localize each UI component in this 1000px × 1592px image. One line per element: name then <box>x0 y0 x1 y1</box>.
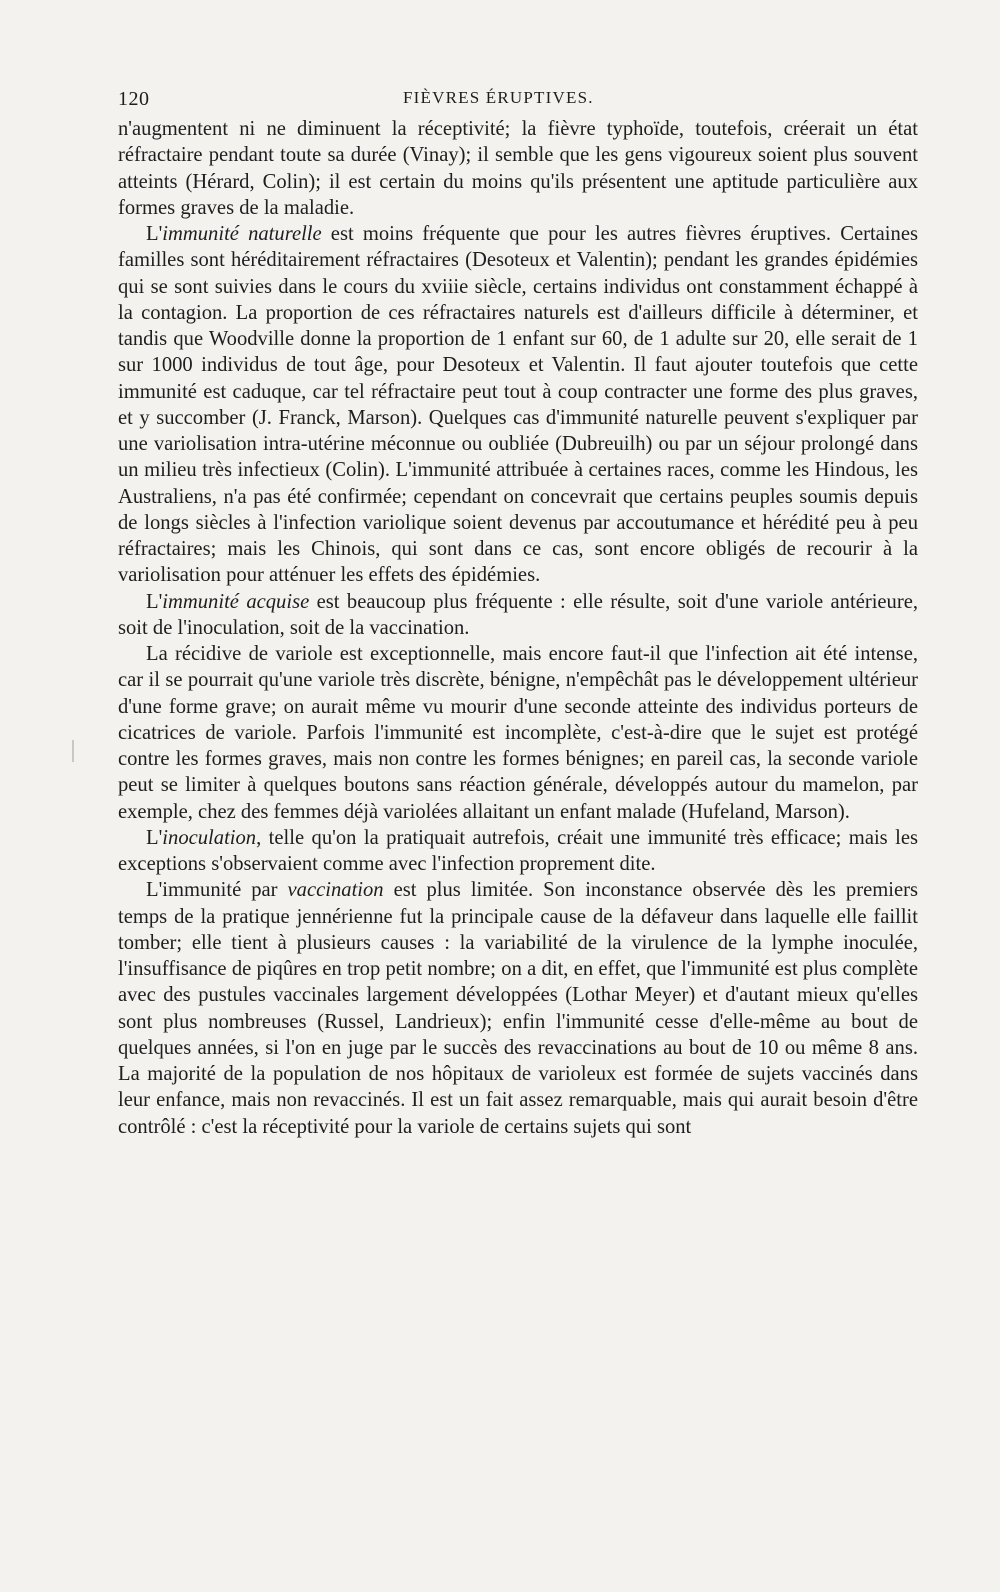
paragraph-5 <box>118 825 918 878</box>
running-title: FIÈVRES ÉRUPTIVES. <box>403 88 594 107</box>
paragraph-6-lead-prefix: L'immunité par <box>146 879 288 902</box>
paragraph-2-lead-italic: immunité naturelle <box>162 223 322 245</box>
paragraph-4-text: La récidive de variole est exceptionnelle, mais encore faut-il que l'infection ait été intense, car il se pourrait qu'une variole très discrète, bénigne, n'empêchât pas le développement ultérieur d'une forme grave; on aurait même vu mourir d'une seconde atteinte des individus porteurs de cicatrices de variole. Parfois l'immunité est incomplète, c'est-à-dire que le sujet est protégé contre les formes graves, mais non contre les formes bénignes; en pareil cas, la seconde variole peut se limiter à quelques boutons sans réaction générale, développés autour du mamelon, par exemple, chez des femmes déjà variolées allaitant un enfant malade (Hufeland, Marson). <box>118 643 918 823</box>
page-header <box>118 88 913 118</box>
paragraph-2-lead-prefix: L' <box>146 223 163 245</box>
paragraph-2 <box>118 221 918 589</box>
paragraph-4 <box>118 641 918 825</box>
body-text <box>118 116 918 1140</box>
page-number: 120 <box>118 88 150 110</box>
paragraph-5-text: , telle qu'on la pratiquait autrefois, créait une immunité très efficace; mais les exceptions s'observaient comme avec l'infection proprement dite. <box>118 826 918 875</box>
paragraph-3-lead-prefix: L' <box>146 590 163 613</box>
paragraph-3-lead-italic: immunité acquise <box>162 590 310 613</box>
paragraph-5-lead-prefix: L' <box>146 826 163 849</box>
paragraph-5-lead-italic: inoculation <box>162 826 257 849</box>
paragraph-3-text: est beaucoup plus fréquente : elle résulte, soit d'une variole antérieure, soit de l'inoculation, soit de la vaccination. <box>118 590 919 639</box>
paragraph-2-text: est moins fréquente que pour les autres fièvres éruptives. Certaines familles sont héréditairement réfractaires (Desoteux et Valentin); pendant les grandes épidémies qui se sont suivies dans le cours du xviiie siècle, certains individus ont constamment échappé à la contagion. La proportion de ces réfractaires naturels est d'ailleurs difficile à déterminer, et tandis que Woodville donne la proportion de 1 enfant sur 60, de 1 adulte sur 20, elle serait de 1 sur 1000 individus de tout âge, pour Desoteux et Valentin. Il faut ajouter toutefois que cette immunité est caduque, car tel réfractaire peut tout à coup contracter une forme des plus graves, et y succomber (J. Franck, Marson). Quelques cas d'immunité naturelle peuvent s'expliquer par une variolisation intra-utérine méconnue ou oubliée (Dubreuilh) ou par un séjour prolongé dans un milieu très infectieux (Colin). L'immunité attribuée à certaines races, comme les Hindous, les Australiens, n'a pas été confirmée; cependant on concevrait que certains peuples soumis depuis de longs siècles à l'infection variolique soient devenus par accoutumance et hérédité peu à peu réfractaires; mais les Chinois, qui sont dans ce cas, sont encore obligés de recourir à la variolisation pour atténuer les effets des épidémies. <box>118 223 918 587</box>
paragraph-1 <box>118 116 918 221</box>
paragraph-6-text: est plus limitée. Son inconstance observée dès les premiers temps de la pratique jennérienne fut la principale cause de la défaveur dans laquelle elle faillit tomber; elle tient à plusieurs causes : la variabilité de la virulence de la lymphe inoculée, l'insuffisance de piqûres en trop petit nombre; on a dit, en effet, que l'immunité est plus complète avec des pustules vaccinales largement développées (Lothar Meyer) et d'autant mieux qu'elles sont plus nombreuses (Russel, Landrieux); enfin l'immunité cesse d'elle-même au bout de quelques années, si l'on en juge par le succès des revaccinations au bout de 10 ou même 8 ans. La majorité de la population de nos hôpitaux de varioleux est formée de sujets vaccinés dans leur enfance, mais non revaccinés. Il est un fait assez remarquable, mais qui aurait besoin d'être contrôlé : c'est la réceptivité pour la variole de certains sujets qui sont <box>118 879 918 1138</box>
margin-mark <box>72 740 74 762</box>
paragraph-6 <box>118 877 918 1140</box>
paragraph-3 <box>118 589 918 642</box>
paragraph-6-lead-italic: vaccination <box>287 879 384 902</box>
paragraph-1-text: n'augmentent ni ne diminuent la réceptivité; la fièvre typhoïde, toutefois, créerait un état réfractaire pendant toute sa durée (Vinay); il semble que les gens vigoureux soient plus souvent atteints (Hérard, Colin); il est certain du moins qu'ils présentent une aptitude particulière aux formes graves de la maladie. <box>118 118 918 219</box>
